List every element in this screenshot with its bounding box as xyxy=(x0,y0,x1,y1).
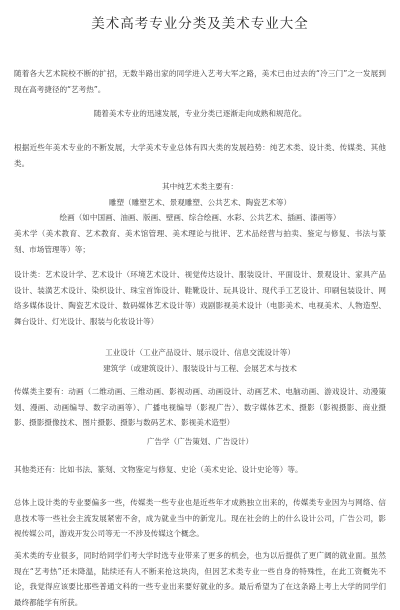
design-extra xyxy=(14,345,386,376)
media-line-advertising: 广告学（广告策划、广告设计） xyxy=(146,437,254,446)
article-title: 美术高考专业分类及美术专业大全 xyxy=(91,16,309,32)
intro2-paragraph: 随着美术专业的迅速发展，专业分类已逐渐走向成熟和规范化。 xyxy=(93,109,307,118)
summary-paragraph: 总体上设计类的专业要偏多一些，传媒类一些专业也是近些年才成熟独立出来的，传媒类专业因为与网络、信息技术等一些社会主流发展紧密不舍，成为就业当中的新宠儿。现在社会的上的什么设计公司，广告公司，影视传媒公司，游戏开发公司等无一不涉及传媒这个概念。 xyxy=(14,498,386,539)
design-line-architecture: 建筑学（或建筑设计）、服装设计与工程、会展艺术与技术 xyxy=(103,363,297,373)
pure-art-section xyxy=(14,179,386,226)
closing-paragraph: 美术类的专业很多，同时给同学们考大学时选专业带来了更多的机会，也为以后提供了更广阔的就业面。虽然现在“艺考热”还未降温，陆续还有人不断来抢这块肉，但因艺术类专业一些自身的特殊性，在此工资概先不论，我觉得应该要比那些普通文科的一些专业出来要好就业的多。最后希望为了在这条路上考上大学的同学们最终都能学有所获。 xyxy=(14,551,386,607)
media-paragraph: 传媒类主要有：动画（二维动画、三维动画、影视动画、动画设计、动画艺术、电脑动画、游戏设计、动漫策划、漫画、动画编导、数字动画等）、广播电视编导（影视广告）、数字媒体艺术、摄影（影视摄影、商业摄影、摄影摄像技术、图片摄影、摄影与数码艺术、影视美术造型） xyxy=(14,387,386,428)
intro-paragraph: 随着各大艺术院校不断的扩招，无数半路出家的同学进入艺考大军之路，美术已由过去的“冷三门”之一发展到现在高考捷径的“艺考热”。 xyxy=(14,69,386,94)
other-paragraph: 其他类还有：比如书法、篆刻、文物鉴定与修复、史论（美术史论、设计史论等）等。 xyxy=(14,465,303,474)
design-line-industrial: 工业设计（工业产品设计、展示设计、信息交流设计等） xyxy=(105,348,295,357)
pure-art-line-sculpture: 雕塑（雕塑艺术、景观雕塑、公共艺术、陶瓷艺术等） xyxy=(108,197,292,207)
pure-art-heading: 其中纯艺术类主要有： xyxy=(162,182,238,191)
pure-art-line-painting: 绘画（如中国画、油画、版画、壁画、综合绘画、水彩、公共艺术、插画、漆画等） xyxy=(59,213,341,223)
pure-art-line-fine-art: 美术学（美术教育、艺术教育、美术馆管理、美术理论与批评、艺术品经营与拍卖、鉴定与修复、书法与篆刻、市场管理等）等； xyxy=(14,229,386,254)
overview-paragraph: 根据近些年美术专业的不断发展，大学美术专业总体有四大类的发展趋势：纯艺术类、设计类、传媒类、其他类。 xyxy=(14,143,386,168)
design-paragraph: 设计类：艺术设计学、艺术设计（环境艺术设计、视觉传达设计、服装设计、平面设计、景观设计、家具产品设计、装潢艺术设计、染织设计、珠宝首饰设计、鞋靴设计、玩具设计、现代手工艺设计、印刷包装设计、网络多媒体设计、陶瓷艺术设计、数码媒体艺术设计等）戏剧影视美术设计（电影美术、电视美术、人物造型、舞台设计、灯光设计、服装与化妆设计等） xyxy=(14,270,386,326)
